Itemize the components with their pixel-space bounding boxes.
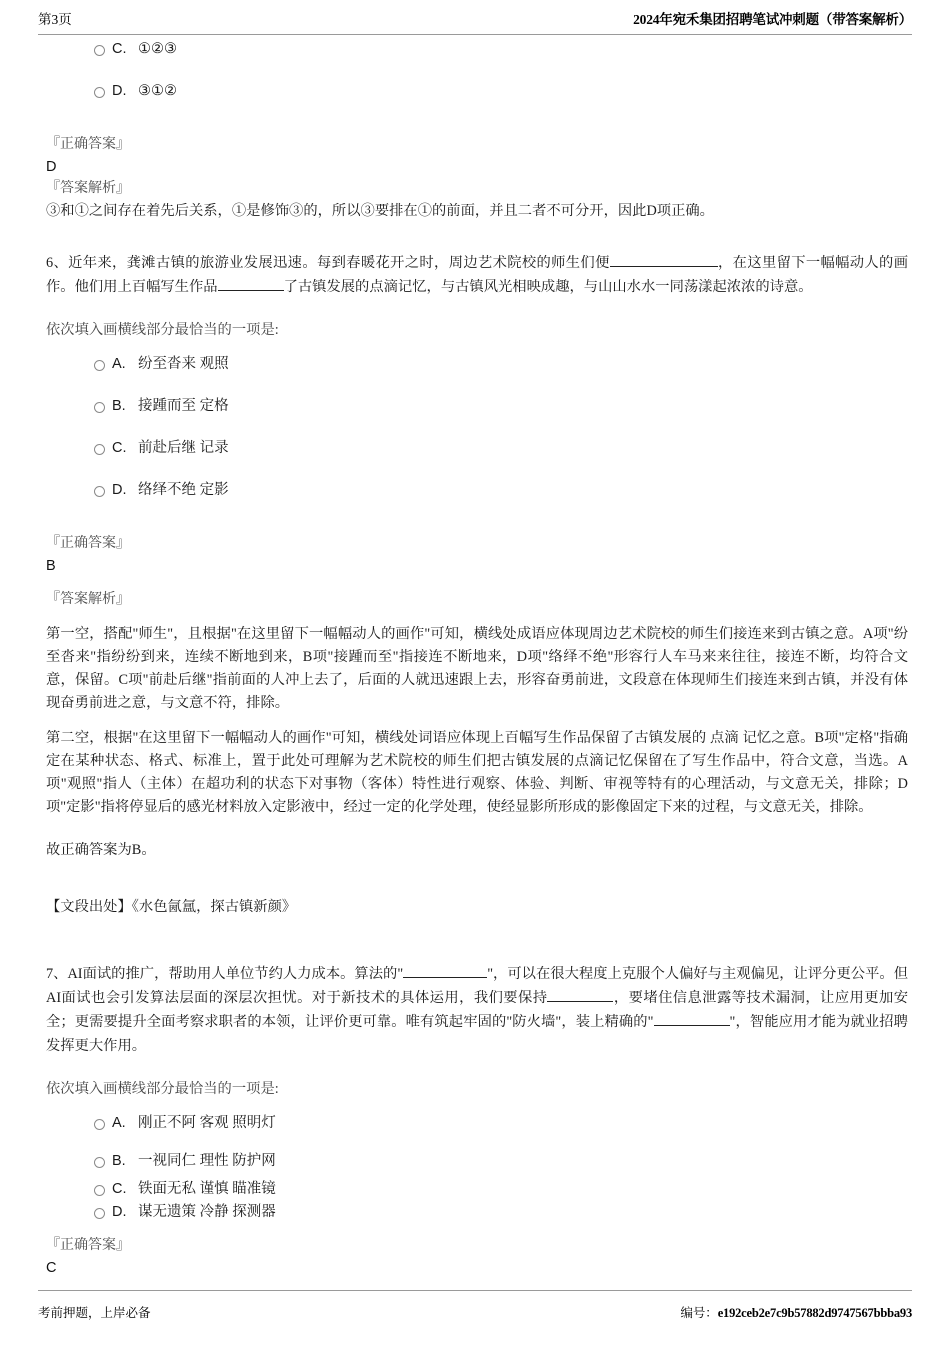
spacer [46, 611, 908, 623]
spacer [46, 299, 908, 319]
q7-stem-part1: 7、AI面试的推广，帮助用人单位节约人力成本。算法的" [46, 965, 404, 982]
q6-stem [46, 251, 908, 299]
option-text: 纷至沓来 观照 [138, 356, 229, 372]
document-body [46, 38, 908, 1279]
q6-source-citation: 【文段出处】《水色氤氲，探古镇新颜》 [46, 899, 297, 916]
q7-options [46, 1112, 908, 1223]
radio-button-icon[interactable] [94, 444, 105, 455]
q5-answer-value: D [46, 159, 57, 175]
page-footer [38, 1290, 912, 1323]
spacer [46, 1223, 908, 1235]
option-letter: A. [112, 356, 126, 372]
option-letter: C. [112, 440, 127, 456]
option-row[interactable] [46, 395, 908, 417]
q6-fill-prompt: 依次填入画横线部分最恰当的一项是: [46, 322, 279, 338]
q7-stem-part4: "，智能应用才能为就业招聘发挥更大作用。 [46, 1013, 908, 1054]
page-number-label: 第3页 [38, 12, 72, 27]
option-text: ③①② [138, 83, 177, 99]
q6-analysis-conclusion: 故正确答案为B。 [46, 842, 156, 858]
spacer [46, 934, 908, 962]
correct-answer-label: 『正确答案』 [46, 137, 130, 152]
fill-blank [547, 1001, 613, 1002]
radio-button-icon[interactable] [94, 1157, 105, 1168]
radio-button-icon[interactable] [94, 45, 105, 56]
radio-button-icon[interactable] [94, 486, 105, 497]
option-text: ①②③ [138, 41, 177, 57]
page-header [38, 10, 912, 35]
spacer [46, 715, 908, 727]
spacer [46, 341, 908, 353]
radio-button-icon[interactable] [94, 1119, 105, 1130]
fill-blank [218, 290, 284, 291]
footer-code-label: 编号： [680, 1306, 718, 1320]
q6-stem-part1: 6、近年来，龚滩古镇的旅游业发展迅速。每到春暖花开之时，周边艺术院校的师生们便 [46, 255, 610, 271]
q7-fill-prompt: 依次填入画横线部分最恰当的一项是: [46, 1080, 279, 1097]
spacer [46, 122, 908, 134]
fill-blank [654, 1025, 730, 1026]
option-text: 谋无遗策 冷静 探测器 [138, 1203, 276, 1220]
spacer [46, 1100, 908, 1112]
fill-blank [610, 266, 718, 267]
q6-analysis-paragraph-2: 第二空，根据"在这里留下一幅幅动人的画作"可知，横线处词语应体现上百幅写生作品保留了古镇发展的 点滴 记忆之意。B项"定格"指确定在某种状态、格式、标准上，置于此处可理解为艺术院校的师生们把古镇发展的点滴记忆保留在了写生作品中，符合文意，当选。A项"观照"指人（主体）在超功利的状态下对事物（客体）特性进行观察、体验、判断、审视等特有的心理活动，与文意无关，排除；D项"定影"指将停显后的感光材料放入定影液中，经过一定的化学处理，使经显影所形成的影像固定下来的过程，与文意无关，排除。 [46, 730, 908, 815]
spacer [46, 223, 908, 251]
q5-analysis-text: ③和①之间存在着先后关系，①是修饰③的，所以③要排在①的前面，并且二者不可分开，因此D项正确。 [46, 203, 714, 219]
option-row[interactable] [46, 479, 908, 501]
q7-answer-value: C [46, 1259, 57, 1276]
option-letter: A. [112, 1114, 126, 1131]
radio-button-icon[interactable] [94, 87, 105, 98]
option-text: 刚正不阿 客观 照明灯 [138, 1114, 276, 1131]
option-letter: D. [112, 1203, 127, 1220]
spacer [46, 862, 908, 882]
option-row[interactable] [46, 1112, 908, 1134]
correct-answer-label: 『正确答案』 [46, 1237, 130, 1253]
option-row[interactable] [46, 437, 908, 459]
answer-analysis-label: 『答案解析』 [46, 181, 130, 196]
footer-slogan: 考前押题，上岸必备 [38, 1306, 151, 1320]
option-text: 前赴后继 记录 [138, 440, 229, 456]
option-letter: C. [112, 1180, 127, 1197]
spacer [46, 521, 908, 533]
radio-button-icon[interactable] [94, 402, 105, 413]
correct-answer-label: 『正确答案』 [46, 536, 130, 551]
option-letter: D. [112, 482, 127, 498]
q7-stem-part2: "，可以在很大程度上克服个人偏好与主观偏见，让评分更公平。但AI面试也会引发算法层面的深层次担忧。对于新技术的具体运用，我们要保持 [46, 965, 908, 1006]
option-row[interactable] [46, 38, 908, 60]
option-text: 一视同仁 理性 防护网 [138, 1152, 276, 1169]
option-row[interactable] [46, 1150, 908, 1172]
document-title: 2024年宛禾集团招聘笔试冲刺题（带答案解析） [633, 12, 912, 27]
answer-analysis-label: 『答案解析』 [46, 592, 130, 607]
option-text: 络绎不绝 定影 [138, 482, 229, 498]
option-letter: D. [112, 83, 127, 99]
option-row[interactable] [46, 1178, 908, 1200]
spacer [46, 819, 908, 839]
q6-analysis-paragraph-1: 第一空，搭配"师生"，且根据"在这里留下一幅幅动人的画作"可知，横线处成语应体现周边艺术院校的师生们接连来到古镇之意。A项"纷至沓来"指纷纷到来，连续不断地到来，B项"接踵而至"指接连不断地来，D项"络绎不绝"形容行人车马来来往往，接连不断，均符合文意，保留。C项"前赴后继"指前面的人冲上去了，后面的人就迅速跟上去，形容奋勇前进，文段意在体现师生们接连来到古镇，并没有体现奋勇前进之意，与文意不符，排除。 [46, 626, 908, 711]
q7-stem [46, 962, 908, 1058]
option-text: 铁面无私 谨慎 瞄准镜 [138, 1180, 276, 1197]
fill-blank [403, 977, 487, 978]
q6-options [46, 353, 908, 501]
option-row[interactable] [46, 353, 908, 375]
q6-answer-value: B [46, 558, 56, 574]
q5-options [46, 38, 908, 102]
q6-stem-part3: 了古镇发展的点滴记忆，与古镇风光相映成趣，与山山水水一同荡漾起浓浓的诗意。 [283, 279, 813, 295]
radio-button-icon[interactable] [94, 360, 105, 371]
spacer [46, 577, 908, 589]
footer-code-value: e192ceb2e7c9b57882d9747567bbba93 [717, 1306, 912, 1320]
radio-button-icon[interactable] [94, 1208, 105, 1219]
footer-code [680, 1303, 912, 1323]
option-text: 接踵而至 定格 [138, 398, 229, 414]
option-letter: B. [112, 398, 126, 414]
radio-button-icon[interactable] [94, 1185, 105, 1196]
spacer [46, 1058, 908, 1078]
option-row[interactable] [46, 1201, 908, 1223]
option-row[interactable] [46, 80, 908, 102]
q6-stem-part2: ，在这里留下一幅幅动人的画作。他们用上百幅写生作品 [46, 255, 908, 295]
option-letter: C. [112, 41, 127, 57]
option-letter: B. [112, 1152, 126, 1169]
q7-stem-part3: ，要堵住信息泄露等技术漏洞，让应用更加安全；更需要提升全面考察求职者的本领，让评价更可靠。唯有筑起牢固的"防火墙"，装上精确的" [46, 989, 908, 1030]
